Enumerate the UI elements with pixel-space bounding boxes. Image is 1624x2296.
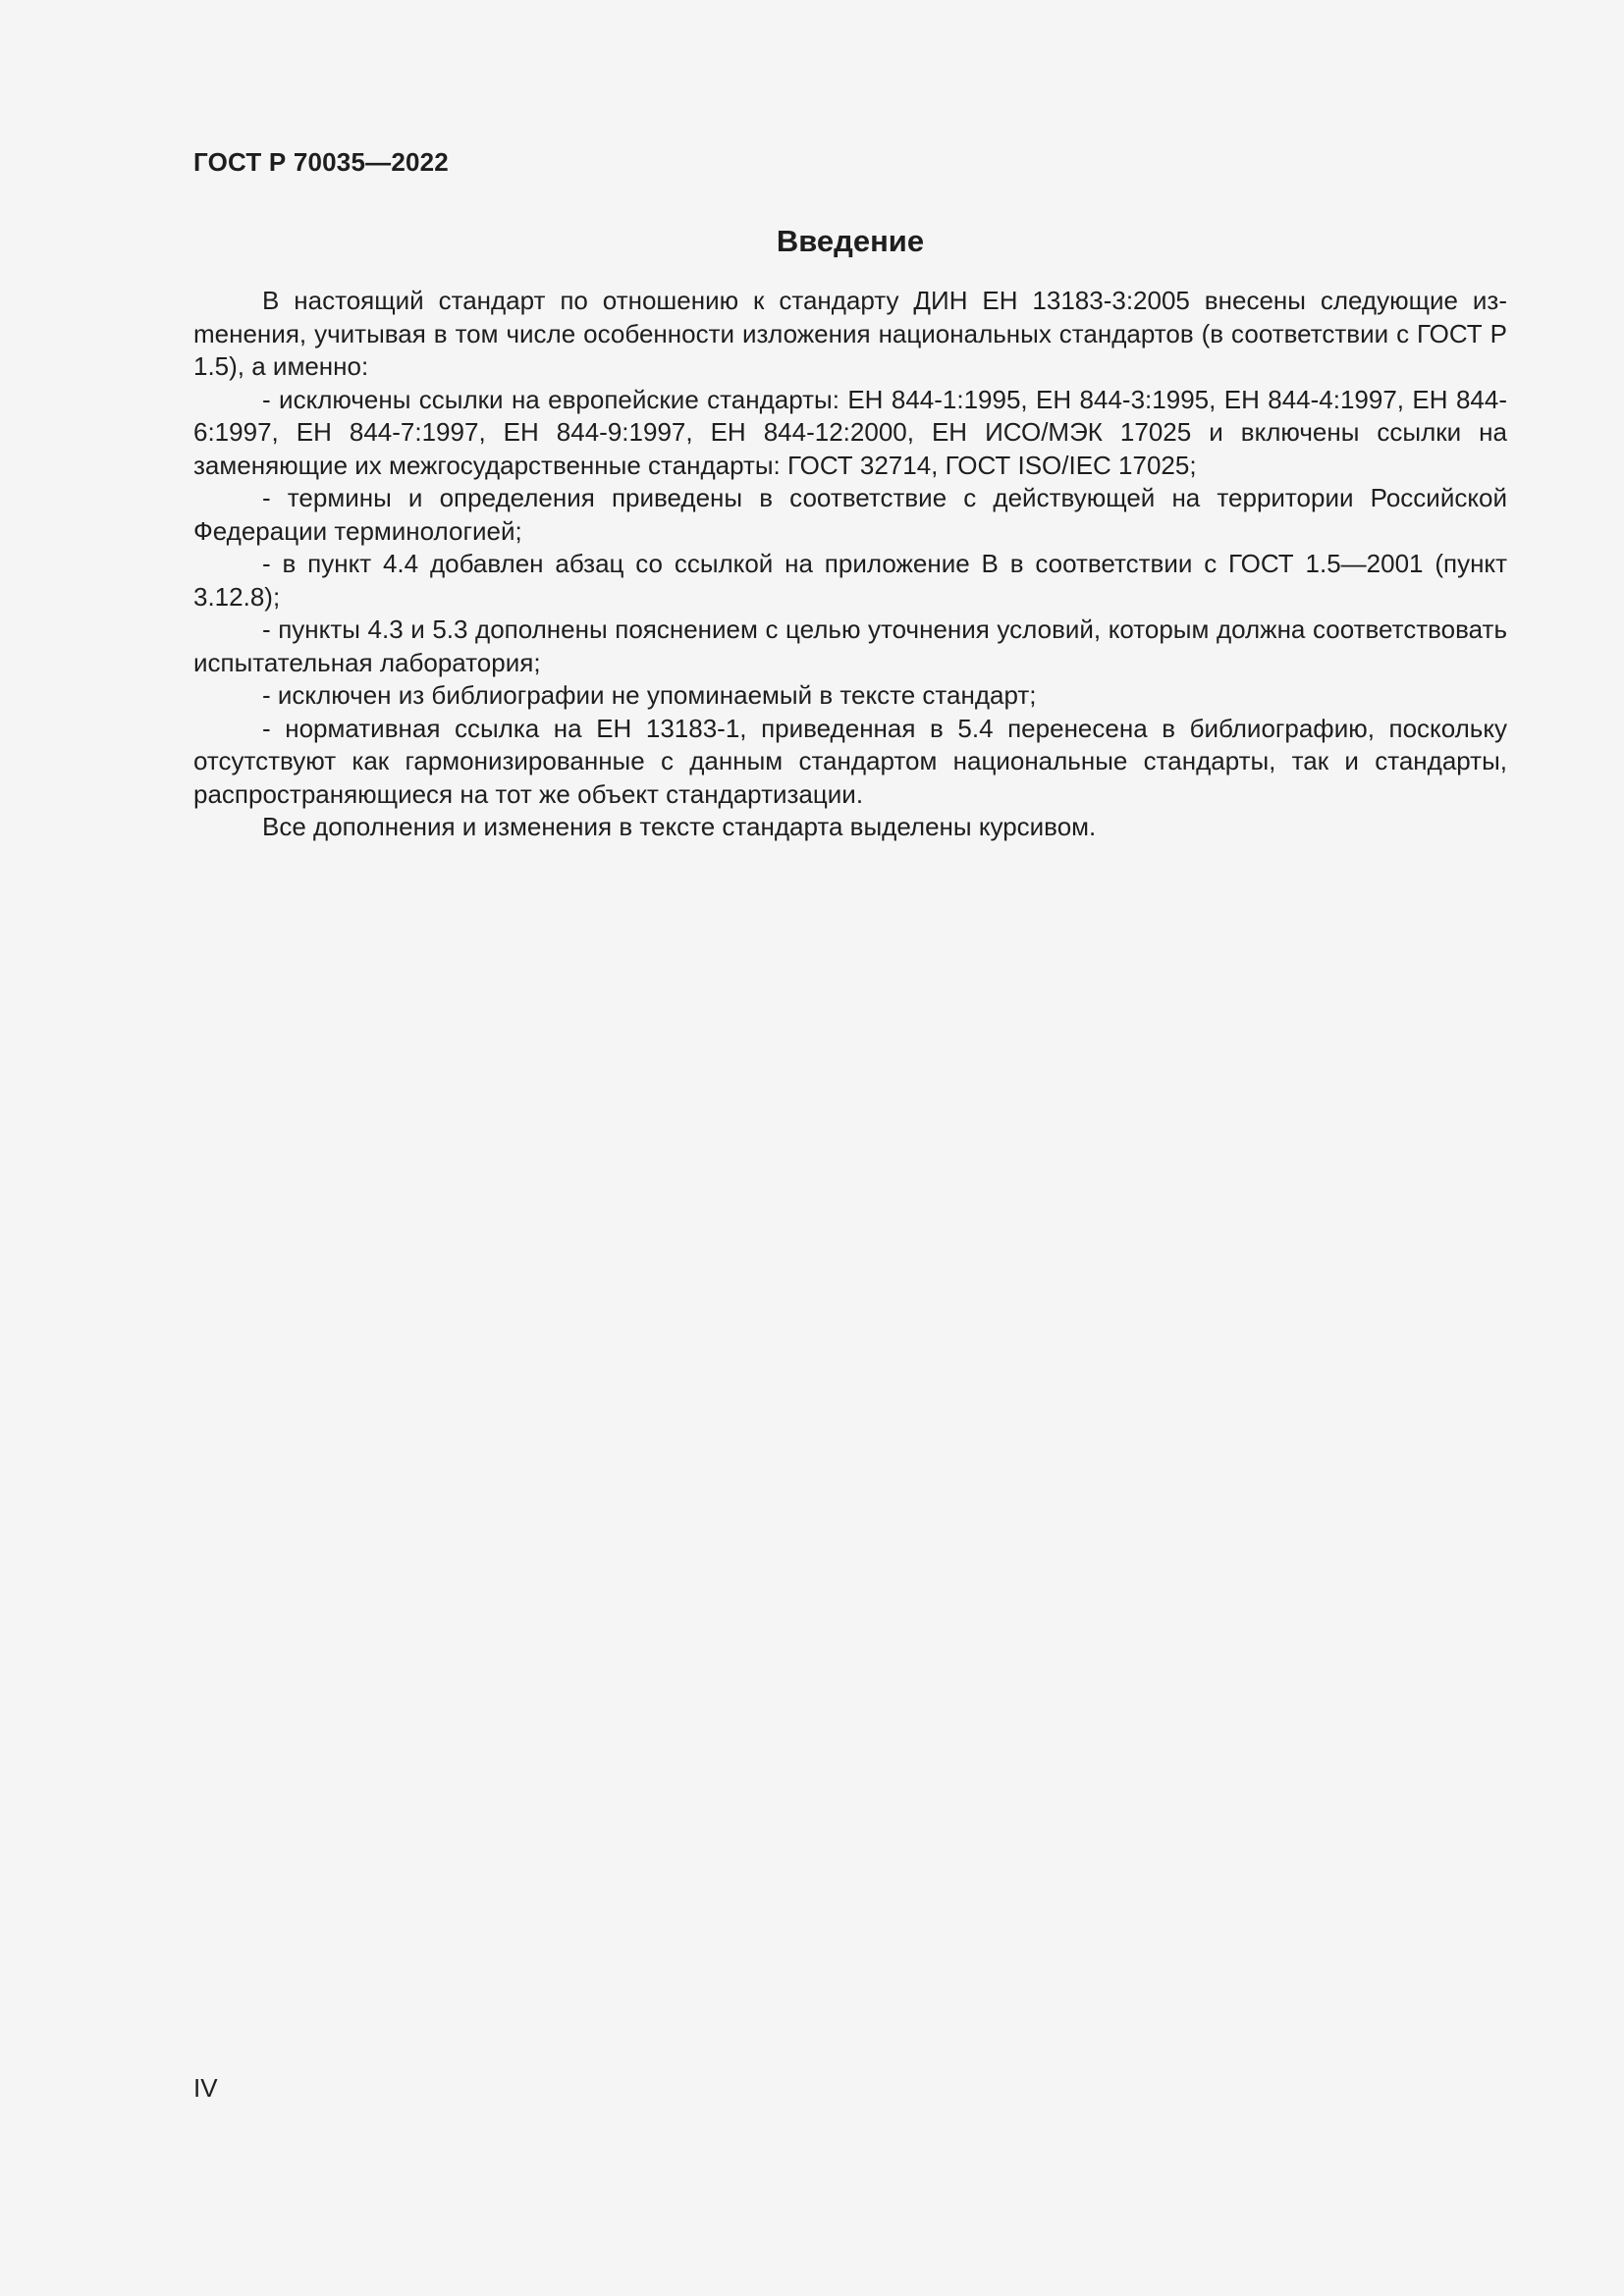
list-item: - нормативная ссылка на ЕН 13183-1, приведенная в 5.4 перенесена в библиографию, поскольку отсутствуют как гармонизированные с данным стандартом национальные стандарты, так и стандарты, распространяющиеся на тот же объект стандартизации. — [193, 713, 1507, 809]
list-item: - пункты 4.3 и 5.3 дополнены пояснением с целью уточнения условий, которым должна соответствовать испытательная лаборатория; — [193, 614, 1507, 677]
list-item: - исключены ссылки на европейские стандарты: ЕН 844-1:1995, ЕН 844-3:1995, ЕН 844-4:1997, ЕН 844-6:1997, ЕН 844-7:1997, ЕН 844-9:1997, ЕН 844-12:2000, ЕН ИСО/МЭК 17025 и включены ссылки на заменяющие их межгосударственные стандарты: ГОСТ 32714, ГОСТ ISO/IEC 17025; — [193, 384, 1507, 480]
paragraph-intro: В настоящий стандарт по отношению к стандарту ДИН ЕН 13183-3:2005 внесены следующие изmенения, учитывая в том числе особенности изложения национальных стандартов (в соответствии с ГОСТ Р 1.5), а именно: — [193, 286, 1507, 381]
list-item: - исключен из библиографии не упоминаемый в тексте стандарт; — [262, 680, 1037, 710]
introduction-body — [193, 285, 1507, 844]
list-item: - термины и определения приведены в соответствие с действующей на территории Российской Федерации терминологией; — [193, 483, 1507, 546]
list-item: - в пункт 4.4 добавлен абзац со ссылкой на приложение В в соответствии с ГОСТ 1.5—2001 (пункт 3.12.8); — [193, 549, 1507, 612]
section-title: Введение — [776, 224, 925, 258]
page-number: IV — [193, 2073, 218, 2103]
paragraph-closing: Все дополнения и изменения в тексте стандарта выделены курсивом. — [262, 812, 1097, 841]
document-code-header: ГОСТ Р 70035—2022 — [193, 147, 449, 177]
